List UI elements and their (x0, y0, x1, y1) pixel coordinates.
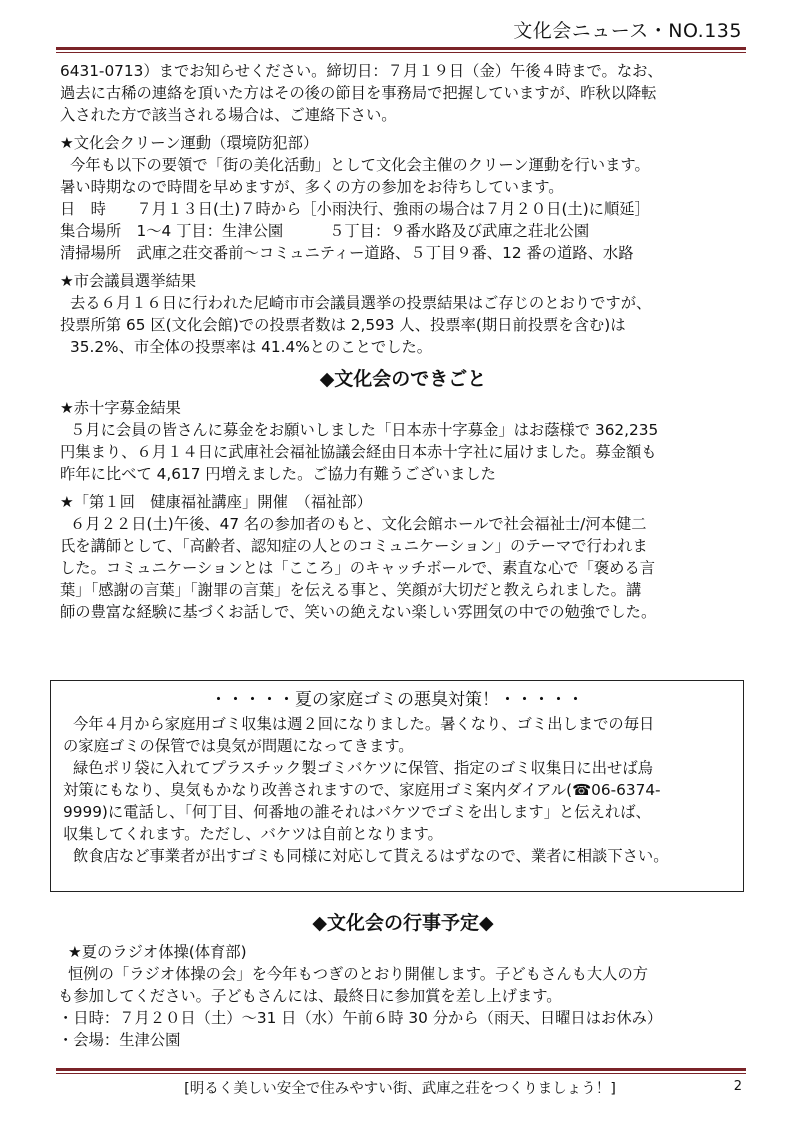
redcross-line: 昨年に比べて 4,617 円増えました。ご協力有難うございました (60, 465, 496, 483)
election-line: 35.2%、市全体の投票率は 41.4%とのことでした。 (70, 338, 433, 356)
cleanup-meeting-place-line: 集合場所 1～4 丁目：生津公園 ５丁目：９番水路及び武庫之荘北公園 (60, 222, 590, 240)
lecture-line: ６月２２日(土)午後、47 名の参加者のもと、文化会館ホールで社会福祉士/河本健二 (70, 515, 647, 533)
page-number: 2 (733, 1079, 742, 1094)
page-header-title: 文化会ニュース・NO.135 (513, 20, 742, 42)
radio-date-line: ・日時：７月２０日（土）～31 日（水）午前６時 30 分から（雨天、日曜日はお休み） (58, 1009, 663, 1027)
header-rule (56, 47, 746, 53)
election-heading: ★市会議員選挙結果 (60, 272, 197, 290)
lecture-line: した。コミュニケーションとは「こころ」のキャッチボールで、素直な心で「褒める言 (60, 559, 656, 577)
section-title-events-done: ◆文化会のできごと (319, 368, 487, 390)
notice-line: 9999)に電話し、「何丁目、何番地の誰それはバケツでゴミを出します」と伝えれば、 (63, 803, 651, 821)
notice-title: ・・・・・夏の家庭ゴミの悪臭対策！・・・・・ (210, 690, 584, 710)
notice-line: 対策にもなり、臭気もかなり改善されますので、家庭用ゴミ案内ダイアル(☎06-6374- (63, 781, 661, 799)
redcross-line: 円集まり、６月１４日に武庫社会福祉協議会経由日本赤十字社に届けました。募金額も (60, 443, 657, 461)
schedule-section (58, 902, 748, 1051)
section-title-schedule: ◆文化会の行事予定◆ (312, 912, 494, 934)
notice-line: 飲食店など事業者が出すゴミも同様に対応して貰えるはずなので、業者に相談下さい。 (73, 847, 669, 865)
notice-line: 今年４月から家庭用ゴミ収集は週２回になりました。暑くなり、ゴミ出しまでの毎日 (73, 715, 655, 733)
notice-line: 緑色ポリ袋に入れてプラスチック製ゴミバケツに保管、指定のゴミ収集日に出せば烏 (73, 759, 653, 777)
radio-line: 恒例の「ラジオ体操の会」を今年もつぎのとおり開催します。子どもさんも大人の方 (68, 965, 649, 983)
lecture-line: 師の豊富な経験に基づくお話しで、笑いの絶えない楽しい雰囲気の中での勉強でした。 (60, 603, 657, 621)
radio-line: も参加してください。子どもさんには、最終日に参加賞を差し上げます。 (58, 987, 562, 1005)
cleanup-line: 今年も以下の要領で「街の美化活動」として文化会主催のクリーン運動を行います。 (70, 156, 650, 174)
garbage-notice-box (50, 680, 744, 892)
election-line: 去る６月１６日に行われた尼崎市市会議員選挙の投票結果はご存じのとおりですが、 (70, 294, 652, 312)
lecture-line: 氏を講師として、「高齢者、認知症の人とのコミュニケーション」のテーマで行われま (60, 537, 648, 555)
lecture-line: 葉」「感謝の言葉」「謝罪の言葉」を伝える事と、笑顔が大切だと教えられました。講 (60, 581, 642, 599)
footer-rule (56, 1068, 746, 1074)
intro-line: 入された方で該当される場合は、ご連絡下さい。 (60, 106, 397, 124)
redcross-heading: ★赤十字募金結果 (60, 399, 181, 417)
cleanup-heading: ★文化会クリーン運動（環境防犯部） (60, 134, 319, 152)
main-content (60, 60, 746, 623)
election-line: 投票所第 65 区(文化会館)での投票者数は 2,593 人、投票率(期日前投票を含む)は (60, 316, 626, 334)
cleanup-line: 暑い時期なので時間を早めますが、多くの方の参加をお待ちしています。 (60, 178, 564, 196)
radio-venue-line: ・会場：生津公園 (58, 1031, 181, 1049)
intro-line: 過去に古稀の連絡を頂いた方はその後の節目を事務局で把握していますが、昨秋以降転 (60, 84, 657, 102)
lecture-heading: ★「第１回 健康福祉講座」開催 （福祉部） (60, 493, 373, 511)
redcross-line: ５月に会員の皆さんに募金をお願いしました「日本赤十字募金」はお蔭様で 362,235 (70, 421, 659, 439)
radio-heading: ★夏のラジオ体操(体育部) (68, 943, 247, 961)
intro-line: 6431-0713）までお知らせください。締切日：７月１９日（金）午後４時まで。なお、 (60, 62, 663, 80)
footer-slogan: [明るく美しい安全で住みやすい街、武庫之荘をつくりましょう！] (184, 1081, 616, 1097)
cleanup-date-line: 日 時 ７月１３日(土)７時から［小雨決行、強雨の場合は７月２０日(土)に順延］ (60, 200, 650, 218)
notice-line: の家庭ゴミの保管では臭気が問題になってきます。 (63, 737, 414, 755)
notice-line: 収集してくれます。ただし、バケツは自前となります。 (63, 825, 443, 843)
cleanup-area-line: 清掃場所 武庫之荘交番前～コミュニティー道路、５丁目９番、12 番の道路、水路 (60, 244, 634, 262)
